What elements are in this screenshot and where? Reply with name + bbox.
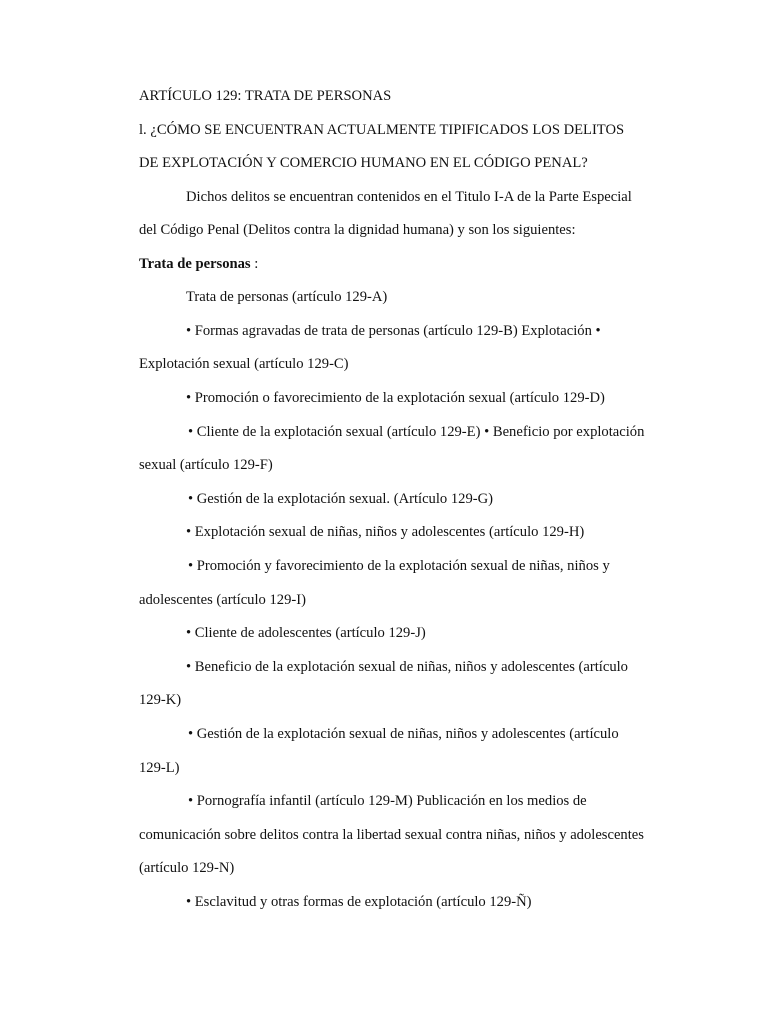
intro-line-1: Dichos delitos se encuentran contenidos en el Titulo I-A de la Parte Especial: [186, 189, 632, 205]
list-item-continuation: sexual (artículo 129-F): [139, 457, 273, 473]
list-item: • Explotación sexual de niñas, niños y adolescentes (artículo 129-H): [186, 524, 585, 540]
list-item-continuation: Explotación sexual (artículo 129-C): [139, 356, 349, 372]
question-line-2: DE EXPLOTACIÓN Y COMERCIO HUMANO EN EL CÓDIGO PENAL?: [139, 155, 588, 171]
section-heading-suffix: :: [250, 256, 259, 272]
list-item: • Cliente de adolescentes (artículo 129-J): [186, 625, 426, 641]
list-item: Trata de personas (artículo 129-A): [186, 289, 388, 305]
section-heading: [139, 255, 258, 273]
list-item: • Gestión de la explotación sexual. (Artículo 129-G): [188, 491, 494, 507]
intro-line-2: del Código Penal (Delitos contra la dignidad humana) y son los siguientes:: [139, 222, 576, 238]
list-item-continuation: (artículo 129-N): [139, 860, 235, 876]
list-item: • Cliente de la explotación sexual (artículo 129-E) • Beneficio por explotación: [188, 424, 645, 440]
question-line-1: l. ¿CÓMO SE ENCUENTRAN ACTUALMENTE TIPIFICADOS LOS DELITOS: [139, 122, 625, 138]
list-item: • Gestión de la explotación sexual de niñas, niños y adolescentes (artículo: [188, 726, 619, 742]
list-item-continuation: comunicación sobre delitos contra la libertad sexual contra niñas, niños y adolescentes: [139, 827, 644, 843]
list-item-continuation: adolescentes (artículo 129-I): [139, 592, 306, 608]
document-title: ARTÍCULO 129: TRATA DE PERSONAS: [139, 88, 392, 104]
list-item: • Esclavitud y otras formas de explotación (artículo 129-Ñ): [186, 894, 532, 910]
list-item: • Promoción o favorecimiento de la explotación sexual (artículo 129-D): [186, 390, 605, 406]
section-heading-bold: Trata de personas: [139, 256, 251, 272]
list-item-continuation: 129-K): [139, 692, 182, 708]
list-item-continuation: 129-L): [139, 760, 180, 776]
list-item: • Promoción y favorecimiento de la explotación sexual de niñas, niños y: [188, 558, 610, 574]
list-item: • Beneficio de la explotación sexual de niñas, niños y adolescentes (artículo: [186, 659, 628, 675]
list-item: • Formas agravadas de trata de personas (artículo 129-B) Explotación •: [186, 323, 601, 339]
list-item: • Pornografía infantil (artículo 129-M) Publicación en los medios de: [188, 793, 587, 809]
